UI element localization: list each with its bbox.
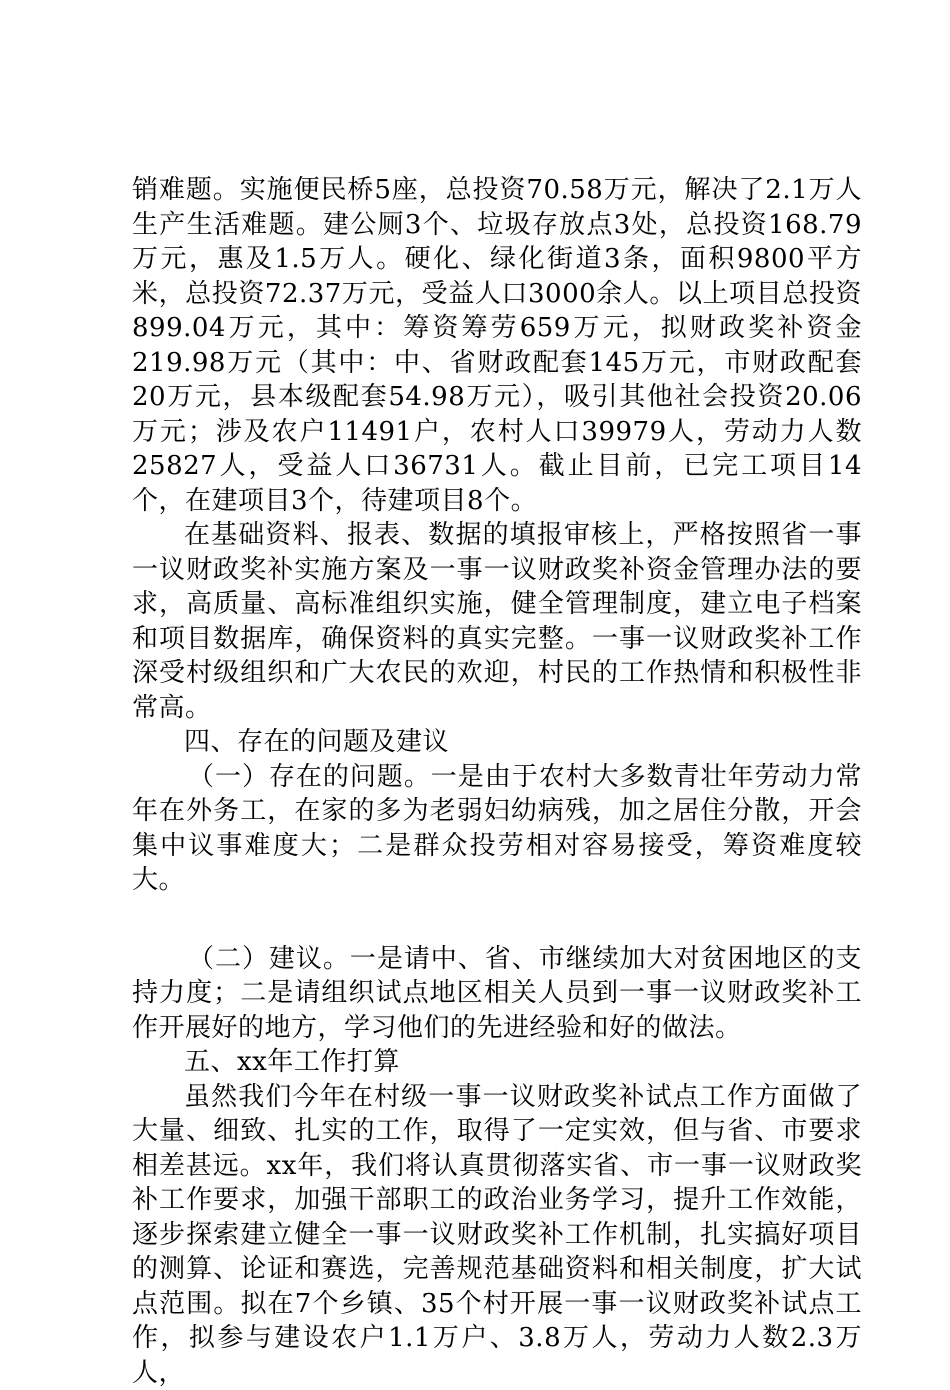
section-heading-problems: 四、存在的问题及建议 xyxy=(132,725,862,760)
section-heading-plan: 五、xx年工作打算 xyxy=(132,1045,862,1080)
paragraph-existing-problems: （一）存在的问题。一是由于农村大多数青壮年劳动力常年在外务工，在家的多为老弱妇幼病残，加之居住分散，开会集中议事难度大；二是群众投劳相对容易接受，筹资难度较大。 xyxy=(132,760,862,898)
blank-line xyxy=(132,898,862,942)
paragraph-project-summary: 销难题。实施便民桥5座，总投资70.58万元，解决了2.1万人生产生活难题。建公厕3个、垃圾存放点3处，总投资168.79万元，惠及1.5万人。硬化、绿化街道3条，面积9800平方米，总投资72.37万元，受益人口3000余人。以上项目总投资899.04万元，其中：筹资筹劳659万元，拟财政奖补资金219.98万元（其中：中、省财政配套145万元，市财政配套20万元，县本级配套54.98万元），吸引其他社会投资20.06万元；涉及农户11491户，农村人口39979人，劳动力人数25827人，受益人口36731人。截止目前，已完工项目14个，在建项目3个，待建项目8个。 xyxy=(132,173,862,518)
paragraph-work-plan: 虽然我们今年在村级一事一议财政奖补试点工作方面做了大量、细致、扎实的工作，取得了一定实效，但与省、市要求相差甚远。xx年，我们将认真贯彻落实省、市一事一议财政奖补工作要求，加强干部职工的政治业务学习，提升工作效能，逐步探索建立健全一事一议财政奖补工作机制，扎实搞好项目的测算、论证和赛选，完善规范基础资料和相关制度，扩大试点范围。拟在7个乡镇、35个村开展一事一议财政奖补试点工作，拟参与建设农户1.1万户、3.8万人，劳动力人数2.3万人， xyxy=(132,1080,862,1390)
paragraph-suggestions: （二）建议。一是请中、省、市继续加大对贫困地区的支持力度；二是请组织试点地区相关人员到一事一议财政奖补工作开展好的地方，学习他们的先进经验和好的做法。 xyxy=(132,942,862,1046)
paragraph-data-review: 在基础资料、报表、数据的填报审核上，严格按照省一事一议财政奖补实施方案及一事一议财政奖补资金管理办法的要求，高质量、高标准组织实施，健全管理制度，建立电子档案和项目数据库，确保资料的真实完整。一事一议财政奖补工作深受村级组织和广大农民的欢迎，村民的工作热情和积极性非常高。 xyxy=(132,518,862,725)
document-page xyxy=(132,173,862,1390)
